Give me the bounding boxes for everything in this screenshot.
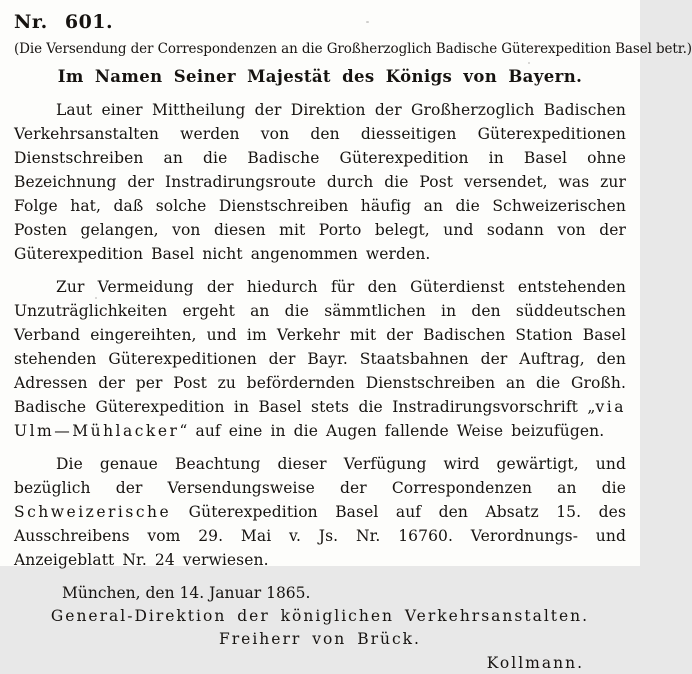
signature-name: Freiherr von Brück.	[219, 630, 421, 648]
dateline: München, den 14. Januar 1865.	[62, 584, 311, 602]
paragraph-3-text-end: Güterexpedition Basel auf den Absatz 15. des Ausschreibens vom 29. Mai v. Js. Nr. 16760. Verordnungs- und Anzeigeblatt Nr. 24 verwiesen.	[14, 503, 626, 569]
subject-line: (Die Versendung der Correspondenzen an die Großherzoglich Badische Güterexpedition Basel betr.)	[14, 41, 692, 57]
scan-speck	[546, 427, 549, 429]
proclamation-heading: Im Namen Seiner Majestät des Königs von Bayern.	[57, 67, 583, 86]
signature-organization: General-Direktion der königlichen Verkehrsanstalten.	[50, 607, 590, 625]
paragraph-3	[14, 452, 626, 572]
scan-speck	[95, 297, 97, 299]
paragraph-3-text-start: Die genaue Beachtung dieser Verfügung wird gewärtigt, und bezüglich der Versendungsweise der Correspondenzen an die	[14, 455, 626, 497]
paragraph-2	[14, 275, 626, 443]
routing-directive-text: via Ulm—Mühlacker	[14, 398, 626, 440]
scan-speck	[528, 62, 530, 64]
scan-speck	[366, 21, 369, 23]
paragraph-2-text-end: “ auf eine in die Augen fallende Weise beizufügen.	[179, 422, 605, 440]
countersignature: Kollmann.	[486, 654, 584, 672]
paragraph-2-text-start: Zur Vermeidung der hiedurch für den Güterdienst entstehenden Unzuträglichkeiten ergeht an die sämmtlichen in den süddeutschen Verband eingereihten, und im Verkehr mit der Badischen Station Basel stehenden Güterexpeditionen der Bayr. Staatsbahnen der Auftrag, den Adressen der per Post zu befördernden Dienstschreiben an die Großh. Badische Güterexpedition in Basel stets die Instradirungsvorschrift „	[14, 278, 626, 416]
paragraph-1: Laut einer Mittheilung der Direktion der Großherzoglich Badischen Verkehrsanstalten werden von den diesseitigen Güterexpeditionen Dienstschreiben an die Badische Güterexpedition in Basel ohne Bezeichnung der Instradirungsroute durch die Post versendet, was zur Folge hat, daß solche Dienstschreiben häufig an die Schweizerischen Posten gelangen, von diesen mit Porto belegt, und sodann von der Güterexpedition Basel nicht angenommen werden.	[14, 101, 626, 263]
document-number: Nr. 601.	[14, 11, 114, 33]
emphasized-word: Schweizerische	[14, 503, 172, 521]
